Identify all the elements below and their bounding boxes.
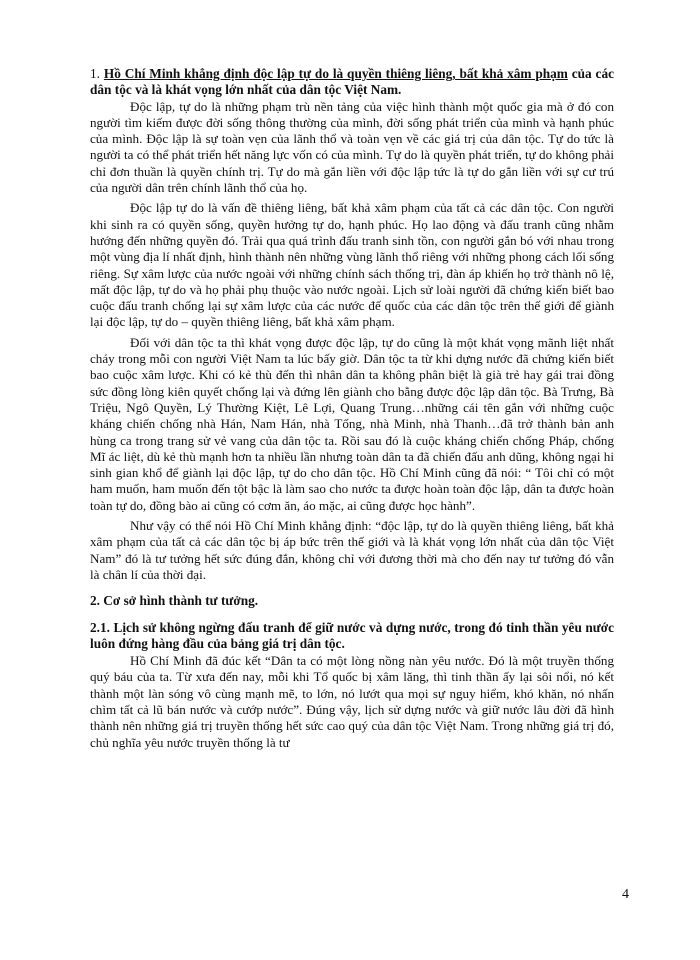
heading-section-1 bbox=[90, 66, 614, 99]
heading-section-2-1: 2.1. Lịch sử không ngừng đấu tranh để giữ nước và dựng nước, trong đó tinh thần yêu nước luôn đứng hàng đầu của bảng giá trị dân tộc. bbox=[90, 619, 614, 651]
paragraph-1: Độc lập, tự do là những phạm trù nền tảng của việc hình thành một quốc gia mà ở đó con người tìm kiếm được đời sống thông thường của mình, đời sống phát triển của mình và hạnh phúc của mình. Độc lập là sự toàn vẹn của lãnh thổ và toàn vẹn về các giá trị của dân tộc. Tự do tức là người ta có thể phát triển hết năng lực vốn có của mình. Tự do là quyền phát triển, tự do không phải chỉ đơn thuần là quyền chính trị. Tự do mà gắn liền với độc lập tức là tự do gắn liền với sự cư trú của người dân trên chính lãnh thổ của họ. bbox=[90, 98, 614, 196]
paragraph-5: Hồ Chí Minh đã đúc kết “Dân ta có một lòng nồng nàn yêu nước. Đó là một truyền thống quý báu của ta. Từ xưa đến nay, mỗi khi Tổ quốc bị xâm lăng, thì tinh thần ấy lại sôi nổi, nó kết thành một làn sóng vô cùng mạnh mẽ, to lớn, nó lướt qua mọi sự nguy hiểm, khó khăn, nó nhấn chìm tất cả lũ bán nước và cướp nước”. Đúng vậy, lịch sử dựng nước và giữ nước lâu đời đã hình thành nên những giá trị truyền thống hết sức cao quý của dân tộc Việt Nam. Trong những giá trị đó, chủ nghĩa yêu nước truyền thống là tư bbox=[90, 653, 614, 750]
document-page bbox=[90, 66, 614, 755]
heading-title-rest: của các dân tộc và là khát vọng lớn nhất của dân tộc Việt Nam. bbox=[90, 66, 615, 98]
heading-title-underlined: Hồ Chí Minh khẳng định độc lập tự do là quyền thiêng liêng, bất khả xâm phạm bbox=[103, 66, 568, 81]
page-number: 4 bbox=[622, 887, 629, 902]
paragraph-3: Đối với dân tộc ta thì khát vọng được độc lập, tự do cũng là một khát vọng mãnh liệt nhất cháy trong mỗi con người Việt Nam ta lúc bấy giờ. Dân tộc ta từ khi dựng nước đã chứng kiến biết bao cuộc xâm lược. Khi có kẻ thù đến thì nhân dân ta không phân biệt là già trẻ hay gái trai đồng sức đồng lòng kiên quyết chống lại và đứng lên giành cho bằng được độc lập dân tộc. Bà Trưng, Bà Triệu, Ngô Quyền, Lý Thường Kiệt, Lê Lợi, Quang Trung…những cái tên gắn với những cuộc kháng chiến chống nhà Hán, Nam Hán, nhà Tống, nhà Minh, nhà Thanh…đã trở thành bản anh hùng ca trong trang sử vẻ vang của dân tộc ta. Rồi sau đó là cuộc kháng chiến chống Pháp, chống Mĩ ác liệt, dù kẻ thù mạnh hơn ta nhiều lần nhưng toàn dân ta đã chiến đấu anh dũng, không ngại hi sinh gian khổ để giành lại độc lập, tự do cho dân tộc. Hồ Chí Minh cũng đã nói: “ Tôi chỉ có một ham muốn, ham muốn đến tột bậc là làm sao cho nước ta được hoàn toàn độc lập, dân ta được hoàn toàn tự do, đồng bào ai cũng có cơm ăn, áo mặc, ai cũng được học hành”. bbox=[90, 334, 614, 513]
heading-section-2: 2. Cơ sở hình thành tư tưởng. bbox=[90, 593, 259, 609]
paragraph-4: Như vậy có thể nói Hồ Chí Minh khẳng định: “độc lập, tự do là quyền thiêng liêng, bất khả xâm phạm của tất cả các dân tộc bị áp bức trên thế giới và là khát vọng lớn nhất của dân tộc Việt Nam” đó là tư tưởng hết sức đúng đắn, không chỉ với đương thời mà cho đến nay tư tưởng đó vẫn là chân lí của thời đại. bbox=[90, 518, 614, 582]
heading-number: 1. bbox=[90, 66, 100, 81]
paragraph-2: Độc lập tự do là vấn đề thiêng liêng, bất khả xâm phạm của tất cả các dân tộc. Con người khi sinh ra có quyền sống, quyền hưởng tự do, hạnh phúc. Họ lao động và đấu tranh cũng nhằm hướng đến những quyền đó. Trải qua quá trình đấu tranh sinh tồn, con người gắn bó với nhau trong một vùng địa lí nhất định, hình thành nên những vùng lãnh thổ riêng với những phong cách lối sống riêng. Sự xâm lược của nước ngoài với những chính sách thống trị, đàn áp khiến họ trở thành nô lệ, mất độc lập, tự do và họ phải phụ thuộc vào nước ngoài. Lịch sử loài người đã chứng kiến biết bao cuộc đấu tranh chống lại sự xâm lược của các nước đế quốc của các dân tộc trên thế giới để giành lại độc lập, tự do – quyền thiêng liêng, bất khả xâm phạm. bbox=[90, 200, 614, 330]
